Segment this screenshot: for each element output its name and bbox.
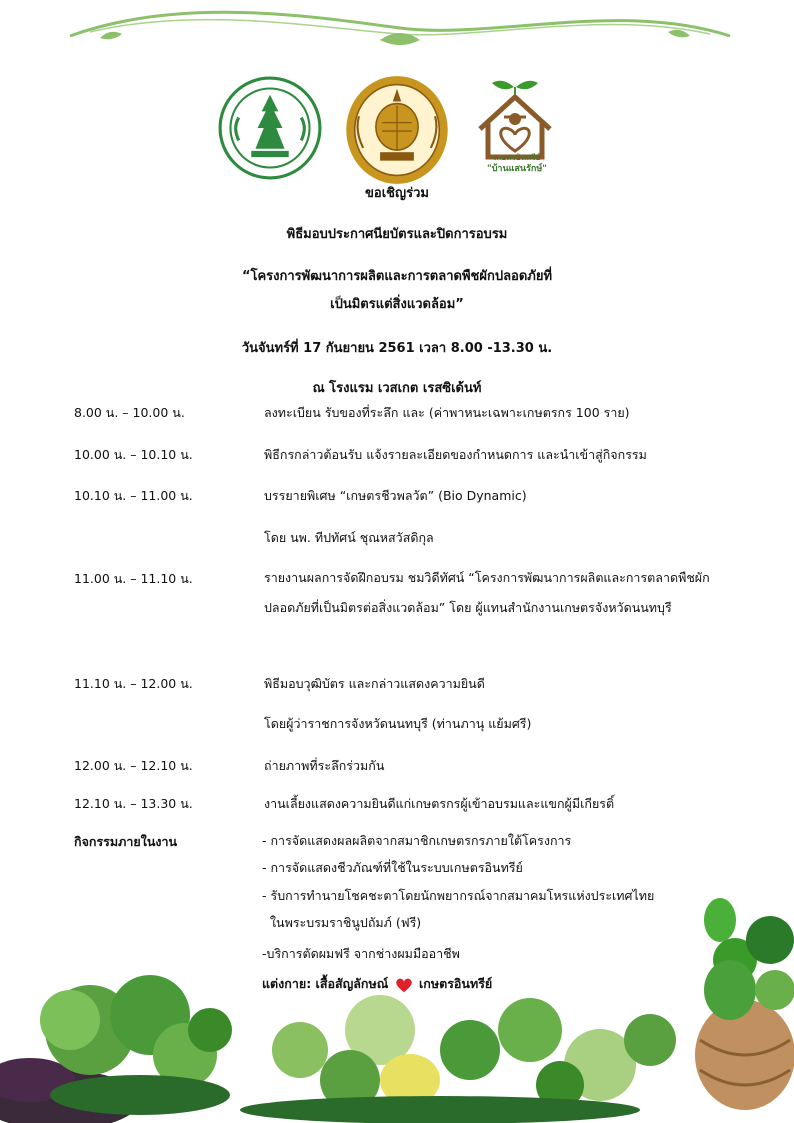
schedule-desc: ถ่ายภาพที่ระลึกร่วมกัน <box>264 758 385 773</box>
schedule-desc: รายงานผลการจัดฝึกอบรม ชมวิดีทัศน์ “โครงการพัฒนาการผลิตและการตลาดพืชผักปลอดภัยที่เป็นมิตรต่อสิ่งแวดล้อม” โดย ผู้แทนสำนักงานเกษตรจังหวัดนนทบุรี <box>264 570 710 615</box>
logo-row <box>0 62 794 172</box>
schedule-time: 12.10 น. – 13.30 น. <box>74 796 193 811</box>
activity-item: - การจัดแสดงชีวภัณฑ์ที่ใช้ในระบบเกษตรอินทรีย์ <box>262 860 523 875</box>
activities-label: กิจกรรมภายในงาน <box>74 834 178 849</box>
ceremony-heading: พิธีมอบประกาศนียบัตรและปิดการอบรม <box>286 227 508 242</box>
activity-item: ในพระบรมราชินูปถัมภ์ (ฟรี) <box>262 915 422 930</box>
schedule-desc: โดยผู้ว่าราชการจังหวัดนนทบุรี (ท่านภานุ แย้มศรี) <box>264 716 532 731</box>
event-venue: ณ โรงแรม เวสเกต เรสซิเด้นท์ <box>312 381 482 396</box>
top-vine-ornament <box>60 6 740 56</box>
schedule-time: 11.00 น. – 11.10 น. <box>74 571 193 586</box>
schedule-time: 10.00 น. – 10.10 น. <box>74 447 193 462</box>
schedule-desc: งานเลี้ยงแสดงความยินดีแก่เกษตรกรผู้เข้าอบรมและแขกผู้มีเกียรติ์ <box>264 796 615 811</box>
activity-item: - การจัดแสดงผลผลิตจากสมาชิกเกษตรกรภายใต้โครงการ <box>262 833 572 848</box>
logo-caption-line1: เกษตรอินทรีย์ <box>493 153 541 162</box>
schedule-desc: โดย นพ. ทีปทัศน์ ชุณหสวัสดิกุล <box>264 530 434 545</box>
schedule-desc: พิธีกรกล่าวต้อนรับ แจ้งรายละเอียดของกำหนดการ และนำเข้าสู่กิจกรรม <box>264 447 647 462</box>
logo-caption-line2: "บ้านแสนรักษ์" <box>487 164 547 174</box>
invite-heading: ขอเชิญร่วม <box>365 186 429 201</box>
schedule-desc: ลงทะเบียน รับของที่ระลึก และ (ค่าพาหนะเฉพาะเกษตรกร 100 ราย) <box>264 405 630 420</box>
dress-code-prefix: แต่งกาย: เสื้อสัญลักษณ์ <box>262 976 389 991</box>
schedule-desc: บรรยายพิเศษ “เกษตรชีวพลวัต” (Bio Dynamic) <box>264 488 527 503</box>
schedule-time: 12.00 น. – 12.10 น. <box>74 758 193 773</box>
project-title-line2: เป็นมิตรแต่สิ่งแวดล้อม” <box>330 297 464 312</box>
event-date: วันจันทร์ที่ 17 กันยายน 2561 เวลา 8.00 -13.30 น. <box>241 341 553 356</box>
agriculture-dept-seal-logo <box>218 76 322 180</box>
dress-code-suffix: เกษตรอินทรีย์ <box>419 976 493 991</box>
vegetables-illustration <box>0 880 794 1123</box>
activity-item: - รับการทำนายโชคชะตาโดยนักพยากรณ์จากสมาคมโหรแห่งประเทศไทย <box>262 888 655 903</box>
schedule-time: 8.00 น. – 10.00 น. <box>74 405 185 420</box>
schedule-desc: พิธีมอบวุฒิบัตร และกล่าวแสดงความยินดี <box>264 676 485 691</box>
schedule-time: 11.10 น. – 12.00 น. <box>74 676 193 691</box>
nonthaburi-province-seal-logo <box>344 74 450 186</box>
activity-item: -บริการตัดผมฟรี จากช่างผมมืออาชีพ <box>262 946 460 961</box>
schedule-time: 10.10 น. – 11.00 น. <box>74 488 193 503</box>
project-title-line1: “โครงการพัฒนาการผลิตและการตลาดพืชผักปลอดภัยที่ <box>241 269 553 284</box>
